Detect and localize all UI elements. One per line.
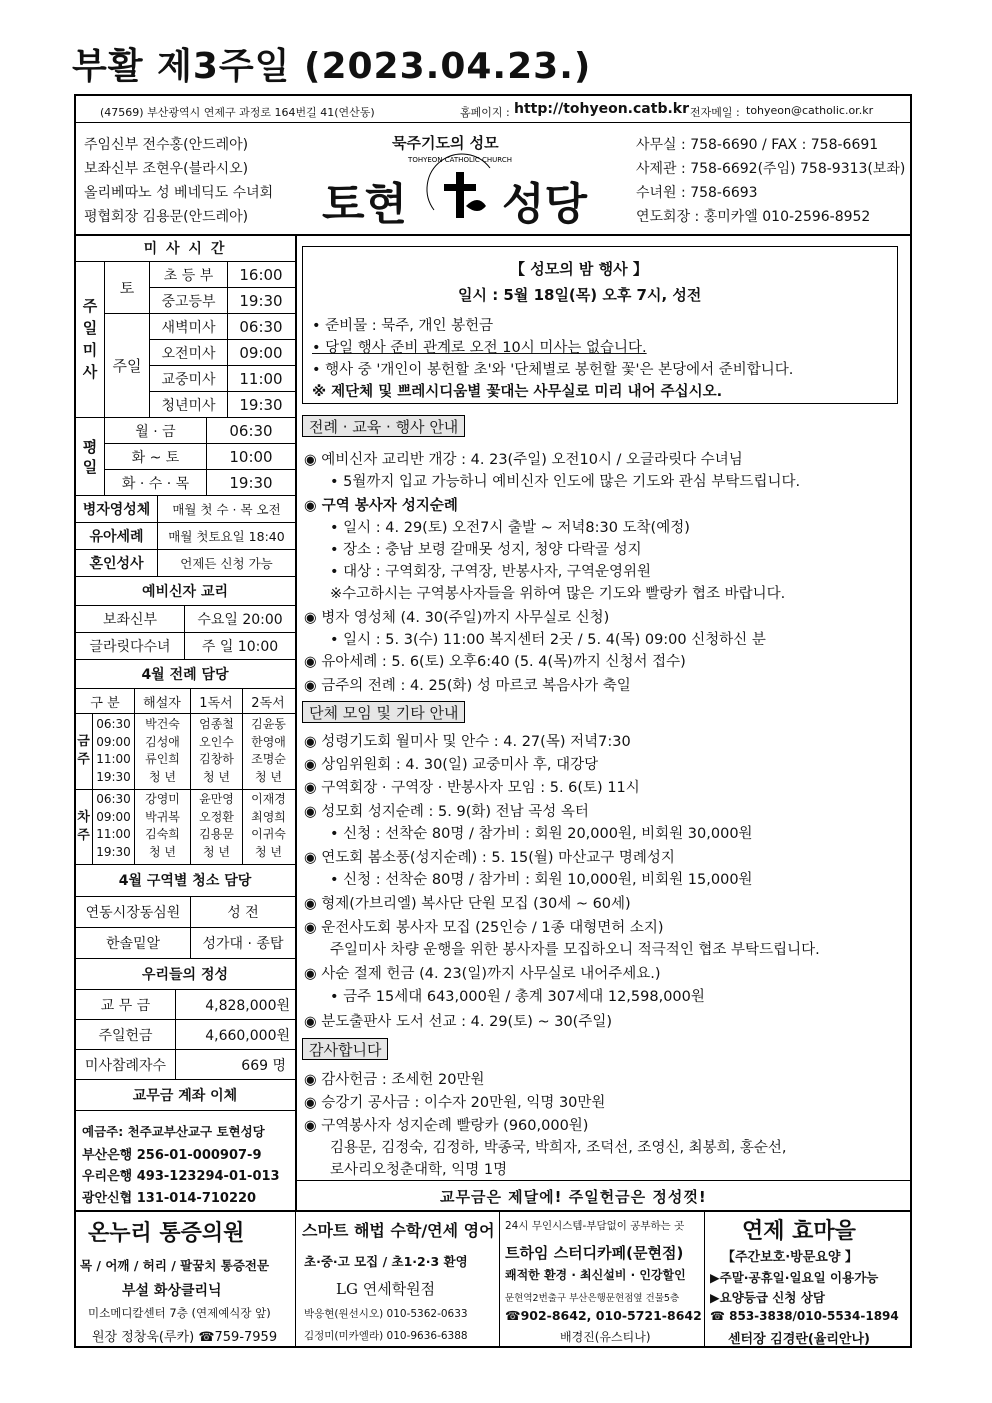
- seal-text: TOHYEON CATHOLIC CHURCH: [408, 156, 512, 164]
- notice-item: ◉ 형제(가브리엘) 복사단 단원 모집 (30세 ~ 60세): [304, 896, 631, 912]
- notice-sub: 주일미사 차량 운행을 위한 봉사자를 모집하오니 적극적인 협조 부탁드립니다.: [330, 942, 820, 958]
- ad-care-line: ☎ 853-3838/010-5534-1894: [710, 1309, 899, 1323]
- event-title: 【 성모의 밤 행사 】: [510, 260, 648, 278]
- notice-sub: • 장소 : 충남 보령 갈매못 성지, 청양 다락골 성지: [330, 542, 642, 558]
- contact-line: 연도회장 : 홍미카엘 010-2596-8952: [636, 209, 871, 225]
- event-line: • 준비물 : 묵주, 개인 봉헌금: [312, 318, 494, 334]
- cleaning-area: 한솔밑알: [105, 936, 161, 952]
- ad-academy-line: 초·중·고 모집 / 초1·2·3 환영: [304, 1254, 468, 1269]
- contact-line: 수녀원 : 758-6693: [636, 185, 758, 201]
- mass-time: 19:30: [239, 291, 283, 310]
- mass-name: 새벽미사: [161, 319, 216, 336]
- thanks-item: ◉ 구역봉사자 성지순례 빨랑카 (960,000원): [304, 1118, 589, 1134]
- liturgy-header: 1독서: [199, 695, 233, 711]
- weekday-time: 10:00: [229, 447, 273, 466]
- ad-clinic-line: 미소메디칼센터 7층 (연제예식장 앞): [88, 1306, 271, 1320]
- mass-name: 청년미사: [161, 397, 216, 414]
- notice-item: ◉ 성령기도회 월미사 및 안수 : 4. 27(목) 저녁7:30: [304, 734, 631, 750]
- notice-item: ◉ 병자 영성체 (4. 30(주일)까지 사무실로 신청): [304, 610, 610, 626]
- cleaning-title: 4월 구역별 청소 담당: [118, 873, 252, 889]
- contact-line: 사제관 : 758-6692(주임) 758-9313(보좌): [636, 161, 906, 177]
- catechumen-name: 글라릿다수녀: [89, 639, 171, 655]
- page-title: 부활 제3주일 (2023.04.23.): [72, 46, 592, 87]
- homepage-label: 홈페이지 :: [460, 106, 510, 119]
- mass-time: 11:00: [239, 369, 283, 388]
- notice-item: ◉ 성모회 성지순례 : 5. 9(화) 전남 곡성 옥터: [304, 804, 589, 820]
- ad-clinic-line: 목 / 어깨 / 허리 / 팔꿈치 통증전문: [80, 1258, 270, 1273]
- offering-value: 669 명: [241, 1057, 286, 1074]
- notice-item: ◉ 분도출판사 도서 선교 : 4. 29(토) ~ 30(주일): [304, 1014, 613, 1030]
- ad-cafe-line: 배경진(유스티나): [560, 1330, 651, 1344]
- liturgy-header: 해설자: [143, 695, 181, 711]
- ad-cafe-title: 24시 무인시스템-부담없이 공부하는 곳: [505, 1220, 685, 1232]
- address: (47569) 부산광역시 연제구 과정로 164번길 41(연산동): [100, 106, 375, 119]
- thanks-item: ◉ 승강기 공사금 : 이수자 20만원, 익명 30만원: [304, 1095, 606, 1111]
- liturgy-times: 06:30 09:00 11:00 19:30: [96, 717, 131, 784]
- ad-academy-line: 박응현(원선시오) 010-5362-0633: [304, 1308, 468, 1320]
- mass-time: 19:30: [239, 395, 283, 414]
- thanks-names: 김용문, 김정숙, 김정하, 박종국, 박희자, 조덕선, 조영신, 최봉희, 홍순선,: [330, 1140, 787, 1156]
- week-label: 금주: [77, 734, 90, 767]
- notice-item: ◉ 운전사도회 봉사자 모집 (25인승 / 1종 대형면허 소지): [304, 920, 664, 936]
- liturgy-commentator: 강영미 박귀복 김숙희 청 년: [145, 792, 180, 859]
- weekday-name: 월 · 금: [135, 423, 176, 440]
- mass-name: 교중미사: [161, 371, 216, 388]
- mass-time: 16:00: [239, 265, 283, 284]
- extra-value: 매월 첫 수 · 목 오전: [172, 502, 281, 517]
- ad-academy-line: LG 연세학원점: [336, 1280, 436, 1298]
- notice-item: ◉ 상임위원회 : 4. 30(일) 교중미사 후, 대강당: [304, 757, 599, 773]
- ad-care-line: ▶요양등급 신청 상담: [710, 1290, 825, 1305]
- liturgy-reading2: 김윤동 한영애 조명순 청 년: [251, 717, 286, 784]
- notice-sub: • 일시 : 4. 29(토) 오전7시 출발 ~ 저녁8:30 도착(예정): [330, 520, 690, 536]
- section-thanks: 감사합니다: [302, 1038, 388, 1060]
- ad-care-line: 센터장 김경란(율리안나): [728, 1332, 870, 1347]
- staff-line: 보좌신부 조현우(블라시오): [84, 161, 249, 177]
- offering-value: 4,828,000원: [205, 997, 290, 1014]
- patron-text: 묵주기도의 성모: [392, 134, 499, 152]
- offering-value: 4,660,000원: [205, 1027, 290, 1044]
- extra-name: 병자영성체: [82, 502, 151, 518]
- liturgy-title: 4월 전례 담당: [141, 667, 229, 683]
- notice-sub: • 대상 : 구역회장, 구역장, 반봉사자, 구역운영위원: [330, 564, 652, 580]
- notice-sub: • 일시 : 5. 3(수) 11:00 복지센터 2곳 / 5. 4(목) 09:00 신청하신 분: [330, 632, 766, 648]
- extra-value: 언제든 신청 가능: [180, 556, 273, 571]
- notice-item: ◉ 유아세례 : 5. 6(토) 오후6:40 (5. 4(목)까지 신청서 접수): [304, 654, 686, 670]
- notice-item: ◉ 금주의 전례 : 4. 25(화) 성 마르코 복음사가 축일: [304, 678, 631, 694]
- sunday-label: 주일: [112, 357, 142, 375]
- account-title: 교무금 계좌 이체: [132, 1088, 238, 1104]
- section-group-meetings: 단체 모임 및 기타 안내: [302, 701, 465, 723]
- mass-name: 중고등부: [161, 293, 216, 310]
- catechumen-time: 수요일 20:00: [197, 612, 283, 628]
- notice-sub: • 신청 : 선착순 80명 / 참가비 : 회원 20,000원, 비회원 30,000원: [330, 826, 753, 842]
- cleaning-area: 연동시장동심원: [85, 905, 181, 921]
- weekday-time: 06:30: [229, 421, 273, 440]
- staff-line: 평협회장 김용문(안드레아): [84, 209, 249, 225]
- event-line: • 행사 중 '개인이 봉헌할 초'와 '단체별로 봉헌할 꽃'은 본당에서 준비합니다.: [312, 362, 794, 378]
- notice-sub: • 신청 : 선착순 80명 / 참가비 : 회원 10,000원, 비회원 15,000원: [330, 872, 753, 888]
- email-label: 전자메일 :: [690, 106, 740, 119]
- account-line: 부산은행 256-01-000907-9: [82, 1148, 262, 1163]
- mass-time: 06:30: [239, 317, 283, 336]
- homepage-link[interactable]: http://tohyeon.catb.kr: [514, 101, 689, 117]
- liturgy-commentator: 박건숙 김성애 류인희 청 년: [145, 717, 180, 784]
- liturgy-header: 구 분: [90, 695, 120, 711]
- notice-item: ◉ 사순 절제 헌금 (4. 23(일)까지 사무실로 내어주세요.): [304, 966, 661, 982]
- ad-academy-line: 김정미(미카엘라) 010-9636-6388: [304, 1330, 468, 1342]
- weekday-name: 화 ~ 토: [131, 449, 180, 466]
- thanks-item: ◉ 감사헌금 : 조세헌 20만원: [304, 1072, 485, 1088]
- thanks-names: 로사리오청춘대학, 익명 1명: [330, 1162, 508, 1178]
- ad-care-line: 【주간보호·방문요양 】: [722, 1250, 858, 1265]
- ad-care-title: 연제 효마을: [742, 1219, 856, 1244]
- catechumen-title: 예비신자 교리: [141, 584, 229, 600]
- section-liturgy-education: 전례 · 교육 · 행사 안내: [302, 415, 465, 437]
- ad-cafe-line: ☎902-8642, 010-5721-8642: [505, 1308, 702, 1323]
- event-line: ※ 제단체 및 쁘레시디움별 꽃대는 사무실로 미리 내어 주십시오.: [312, 384, 723, 400]
- weekday-name: 화 · 수 · 목: [121, 475, 190, 492]
- ad-cafe-line: 트하임 스터디카페(문현점): [505, 1244, 684, 1262]
- account-line: 우리은행 493-123294-01-013: [82, 1169, 280, 1184]
- church-seal-icon: [408, 150, 512, 226]
- church-name-left: 토현: [322, 179, 408, 230]
- liturgy-reading1: 엄종철 오인수 김창하 청 년: [199, 717, 234, 784]
- offering-name: 교 무 금: [100, 997, 151, 1014]
- event-date: 일시 : 5월 18일(목) 오후 7시, 성전: [458, 286, 702, 304]
- ad-clinic-title: 온누리 통증의원: [88, 1221, 245, 1246]
- ad-cafe-line: 문현역2번출구 부산은행문현점옆 건물5층: [505, 1293, 680, 1304]
- weekday-label: 평일: [82, 437, 98, 476]
- offering-name: 주일헌금: [98, 1027, 153, 1044]
- extra-name: 유아세례: [89, 529, 144, 545]
- staff-line: 올리베따노 성 베네딕도 수녀회: [84, 185, 274, 201]
- cleaning-place: 성가대 · 종탑: [202, 936, 284, 952]
- weekday-time: 19:30: [229, 473, 273, 492]
- divider: [74, 122, 912, 123]
- sunday-mass-label: 주일미사: [82, 297, 98, 381]
- catechumen-name: 보좌신부: [102, 612, 158, 628]
- saturday-label: 토: [119, 279, 135, 297]
- ad-academy-title: 스마트 해법 수학/연세 영어: [302, 1221, 495, 1240]
- ad-clinic-line: 부설 화상클리닉: [122, 1283, 222, 1299]
- notice-item: ◉ 예비신자 교리반 개강 : 4. 23(주일) 오전10시 / 오글라릿다 수녀님: [304, 452, 743, 468]
- event-line: • 당일 행사 준비 관계로 오전 10시 미사는 없습니다.: [312, 340, 647, 356]
- offering-name: 미사참례자수: [84, 1057, 167, 1074]
- account-holder: 예금주: 천주교부산교구 토현성당: [82, 1124, 265, 1139]
- ad-cafe-line: 쾌적한 환경 · 최신설비 · 인강할인: [505, 1268, 686, 1282]
- slogan: 교무금은 제달에! 주일헌금은 정성껏!: [440, 1188, 707, 1206]
- offering-title: 우리들의 정성: [141, 967, 229, 983]
- church-name-right: 성당: [502, 179, 588, 230]
- notice-item: ◉ 구역회장 · 구역장 · 반봉사자 모임 : 5. 6(토) 11시: [304, 780, 640, 796]
- liturgy-reading1: 윤만영 오정환 김용문 청 년: [199, 792, 234, 859]
- mass-time: 09:00: [239, 343, 283, 362]
- staff-line: 주임신부 전수홍(안드레아): [84, 137, 249, 153]
- cleaning-place: 성 전: [227, 905, 259, 921]
- extra-value: 매월 첫토요일 18:40: [168, 529, 285, 544]
- liturgy-reading2: 이재경 최영희 이귀숙 청 년: [251, 792, 286, 859]
- ad-care-line: ▶주말·공휴일·일요일 이용가능: [710, 1270, 879, 1285]
- account-line: 광안신협 131-014-710220: [82, 1191, 257, 1206]
- ad-clinic-line: 원장 정창욱(루카) ☎759-7959: [92, 1330, 278, 1345]
- contact-line: 사무실 : 758-6690 / FAX : 758-6691: [636, 137, 879, 153]
- notice-item: ◉ 구역 봉사자 성지순례: [304, 498, 458, 514]
- mass-name: 초 등 부: [163, 267, 214, 284]
- liturgy-times: 06:30 09:00 11:00 19:30: [96, 792, 131, 859]
- notice-sub: • 5월까지 입교 가능하니 예비신자 인도에 많은 기도와 관심 부탁드립니다.: [330, 474, 801, 490]
- mass-title: 미 사 시 간: [143, 241, 227, 257]
- catechumen-time: 주 일 10:00: [201, 639, 279, 655]
- notice-sub: • 금주 15세대 643,000원 / 총계 307세대 12,598,000원: [330, 989, 705, 1005]
- notice-item: ◉ 연도회 봄소풍(성지순례) : 5. 15(월) 마산교구 명례성지: [304, 850, 675, 866]
- week-label: 차주: [77, 810, 90, 843]
- extra-name: 혼인성사: [89, 556, 144, 572]
- email-link[interactable]: tohyeon@catholic.or.kr: [746, 104, 874, 117]
- liturgy-header: 2독서: [251, 695, 285, 711]
- notice-sub: ※수고하시는 구역봉사자들을 위하여 많은 기도와 빨랑카 협조 바랍니다.: [330, 586, 786, 602]
- mass-name: 오전미사: [161, 345, 216, 362]
